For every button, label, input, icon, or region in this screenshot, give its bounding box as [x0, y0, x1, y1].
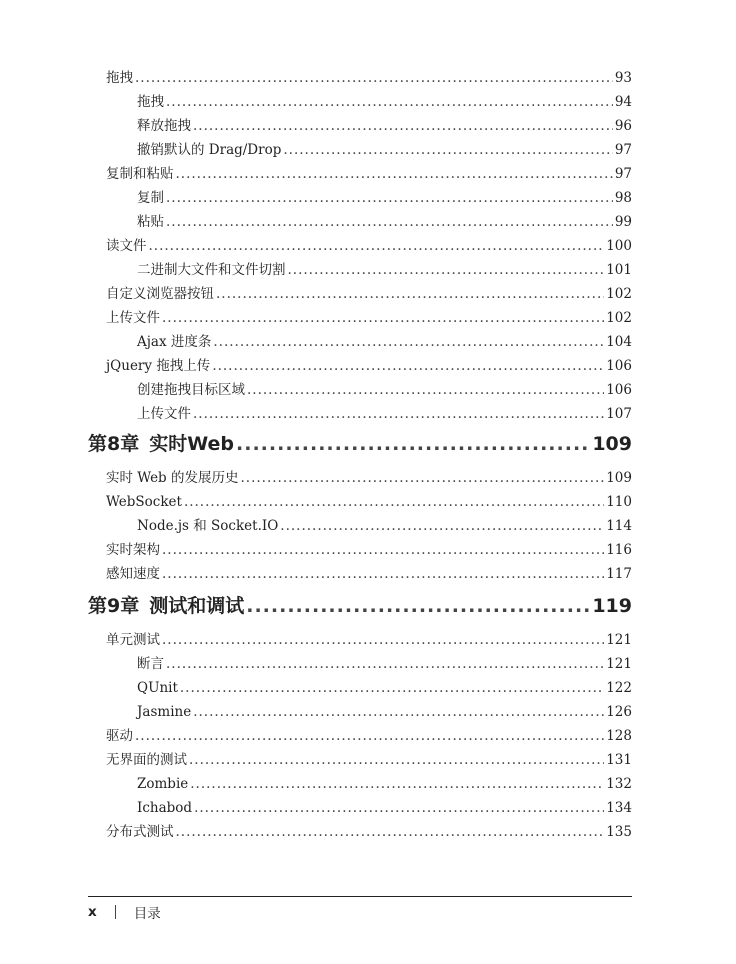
page-number: 134	[606, 800, 632, 816]
entry-title: 驱动	[106, 728, 133, 744]
page-number: 121	[606, 632, 632, 648]
page-number: 109	[592, 433, 632, 455]
leader-dots	[189, 750, 604, 770]
toc-entry[interactable]	[137, 774, 632, 794]
toc-entry[interactable]	[137, 332, 632, 352]
entry-title: 实时架构	[106, 542, 160, 558]
page-number: 128	[606, 728, 632, 744]
footer-section-title: 目录	[133, 906, 161, 922]
page-number: 121	[606, 656, 632, 672]
page-number: 97	[614, 166, 632, 182]
toc-entry[interactable]	[106, 540, 632, 560]
entry-title: Node.js 和 Socket.IO	[137, 518, 279, 534]
leader-dots	[241, 468, 605, 488]
page-number: 117	[606, 566, 632, 582]
leader-dots	[213, 332, 604, 352]
page-number: 93	[614, 70, 632, 86]
page-number: 110	[606, 494, 632, 510]
page-number: 132	[606, 776, 632, 792]
entry-title: Ichabod	[137, 800, 193, 816]
page-number: 101	[606, 262, 632, 278]
entry-title: 复制和粘贴	[106, 166, 174, 182]
footer-rule	[88, 896, 632, 897]
leader-dots	[162, 630, 604, 650]
entry-title	[88, 430, 234, 458]
toc-entry[interactable]	[137, 92, 632, 112]
toc-entry[interactable]	[137, 678, 632, 698]
chapter-number: 第9章	[88, 595, 140, 617]
chapter-number: 第8章	[88, 433, 140, 455]
toc-entry[interactable]	[106, 164, 632, 184]
entry-title: 感知速度	[106, 566, 160, 582]
leader-dots	[162, 308, 604, 328]
page-number: 107	[606, 406, 632, 422]
entry-title: Ajax 进度条	[137, 334, 212, 350]
page-number: 131	[606, 752, 632, 768]
leader-dots	[288, 260, 605, 280]
toc-entry[interactable]	[137, 380, 632, 400]
entry-title: WebSocket	[106, 494, 182, 510]
page-number: 99	[614, 214, 632, 230]
leader-dots	[166, 188, 613, 208]
page-number: 116	[606, 542, 632, 558]
toc-entry[interactable]	[137, 260, 632, 280]
toc-entry[interactable]	[137, 188, 632, 208]
entry-title: Jasmine	[137, 704, 192, 720]
leader-dots	[193, 702, 604, 722]
leader-dots	[162, 564, 604, 584]
footer-separator	[115, 905, 116, 919]
leader-dots	[216, 284, 604, 304]
leader-dots	[166, 92, 613, 112]
entry-title: 撤销默认的 Drag/Drop	[137, 142, 282, 158]
entry-title: 无界面的测试	[106, 752, 187, 768]
leader-dots	[283, 140, 612, 160]
page-number: 94	[614, 94, 632, 110]
toc-entry[interactable]	[106, 468, 632, 488]
page-number: 114	[606, 518, 632, 534]
leader-dots	[190, 774, 604, 794]
toc-entry[interactable]	[137, 404, 632, 424]
page-number: 122	[606, 680, 632, 696]
entry-title: 断言	[137, 656, 164, 672]
leader-dots	[212, 356, 604, 376]
entry-title: 释放拖拽	[137, 118, 191, 134]
entry-title: jQuery 拖拽上传	[106, 358, 211, 374]
page-number: 135	[606, 824, 632, 840]
entry-title	[88, 592, 244, 620]
toc-entry[interactable]	[106, 630, 632, 650]
page-number: 119	[592, 595, 632, 617]
entry-title: Zombie	[137, 776, 189, 792]
footer-page-number: x	[88, 904, 97, 920]
page-number: 102	[606, 286, 632, 302]
entry-title: 复制	[137, 190, 164, 206]
toc-entry[interactable]	[106, 726, 632, 746]
leader-dots	[280, 516, 604, 536]
page-number: 98	[614, 190, 632, 206]
chapter-entry[interactable]	[88, 592, 632, 620]
leader-dots	[247, 380, 604, 400]
toc-entry[interactable]	[137, 140, 632, 160]
leader-dots	[166, 212, 613, 232]
entry-title: 二进制大文件和文件切割	[137, 262, 286, 278]
leader-dots	[135, 726, 604, 746]
toc-entry[interactable]	[106, 68, 632, 88]
chapter-entry[interactable]	[88, 430, 632, 458]
page-number: 104	[606, 334, 632, 350]
leader-dots	[176, 822, 605, 842]
entry-title: 拖拽	[137, 94, 164, 110]
toc-entry[interactable]	[106, 236, 632, 256]
leader-dots	[236, 430, 590, 458]
leader-dots	[180, 678, 604, 698]
toc-entry[interactable]	[106, 356, 632, 376]
leader-dots	[162, 540, 604, 560]
leader-dots	[166, 654, 604, 674]
page-number: 106	[606, 358, 632, 374]
entry-title: 单元测试	[106, 632, 160, 648]
leader-dots	[176, 164, 613, 184]
leader-dots	[193, 404, 604, 424]
leader-dots	[246, 592, 590, 620]
entry-title: QUnit	[137, 680, 178, 696]
leader-dots	[149, 236, 605, 256]
page-number: 126	[606, 704, 632, 720]
page-number: 106	[606, 382, 632, 398]
toc-entry[interactable]	[106, 564, 632, 584]
leader-dots	[184, 492, 604, 512]
page-number: 100	[606, 238, 632, 254]
toc-entry[interactable]	[106, 750, 632, 770]
entry-title: 创建拖拽目标区域	[137, 382, 245, 398]
page-footer	[88, 902, 161, 922]
leader-dots	[194, 798, 604, 818]
entry-title: 自定义浏览器按钮	[106, 286, 214, 302]
toc-entry[interactable]	[137, 516, 632, 536]
entry-title: 上传文件	[106, 310, 160, 326]
entry-title: 上传文件	[137, 406, 191, 422]
toc-entry[interactable]	[137, 798, 632, 818]
toc-entry[interactable]	[137, 116, 632, 136]
page-number: 102	[606, 310, 632, 326]
toc-entry[interactable]	[106, 308, 632, 328]
leader-dots	[135, 68, 613, 88]
entry-title: 分布式测试	[106, 824, 174, 840]
entry-title: 实时 Web 的发展历史	[106, 470, 239, 486]
toc-entry[interactable]	[137, 212, 632, 232]
page-number: 96	[614, 118, 632, 134]
toc-entry[interactable]	[106, 822, 632, 842]
toc-entry[interactable]	[137, 702, 632, 722]
toc-entry[interactable]	[106, 284, 632, 304]
leader-dots	[193, 116, 613, 136]
entry-title: 读文件	[106, 238, 147, 254]
chapter-title: 实时Web	[149, 433, 235, 455]
toc-entry[interactable]	[137, 654, 632, 674]
entry-title: 粘贴	[137, 214, 164, 230]
chapter-title: 测试和调试	[149, 595, 245, 617]
entry-title: 拖拽	[106, 70, 133, 86]
toc-entry[interactable]	[106, 492, 632, 512]
page-number: 97	[614, 142, 632, 158]
page-number: 109	[606, 470, 632, 486]
